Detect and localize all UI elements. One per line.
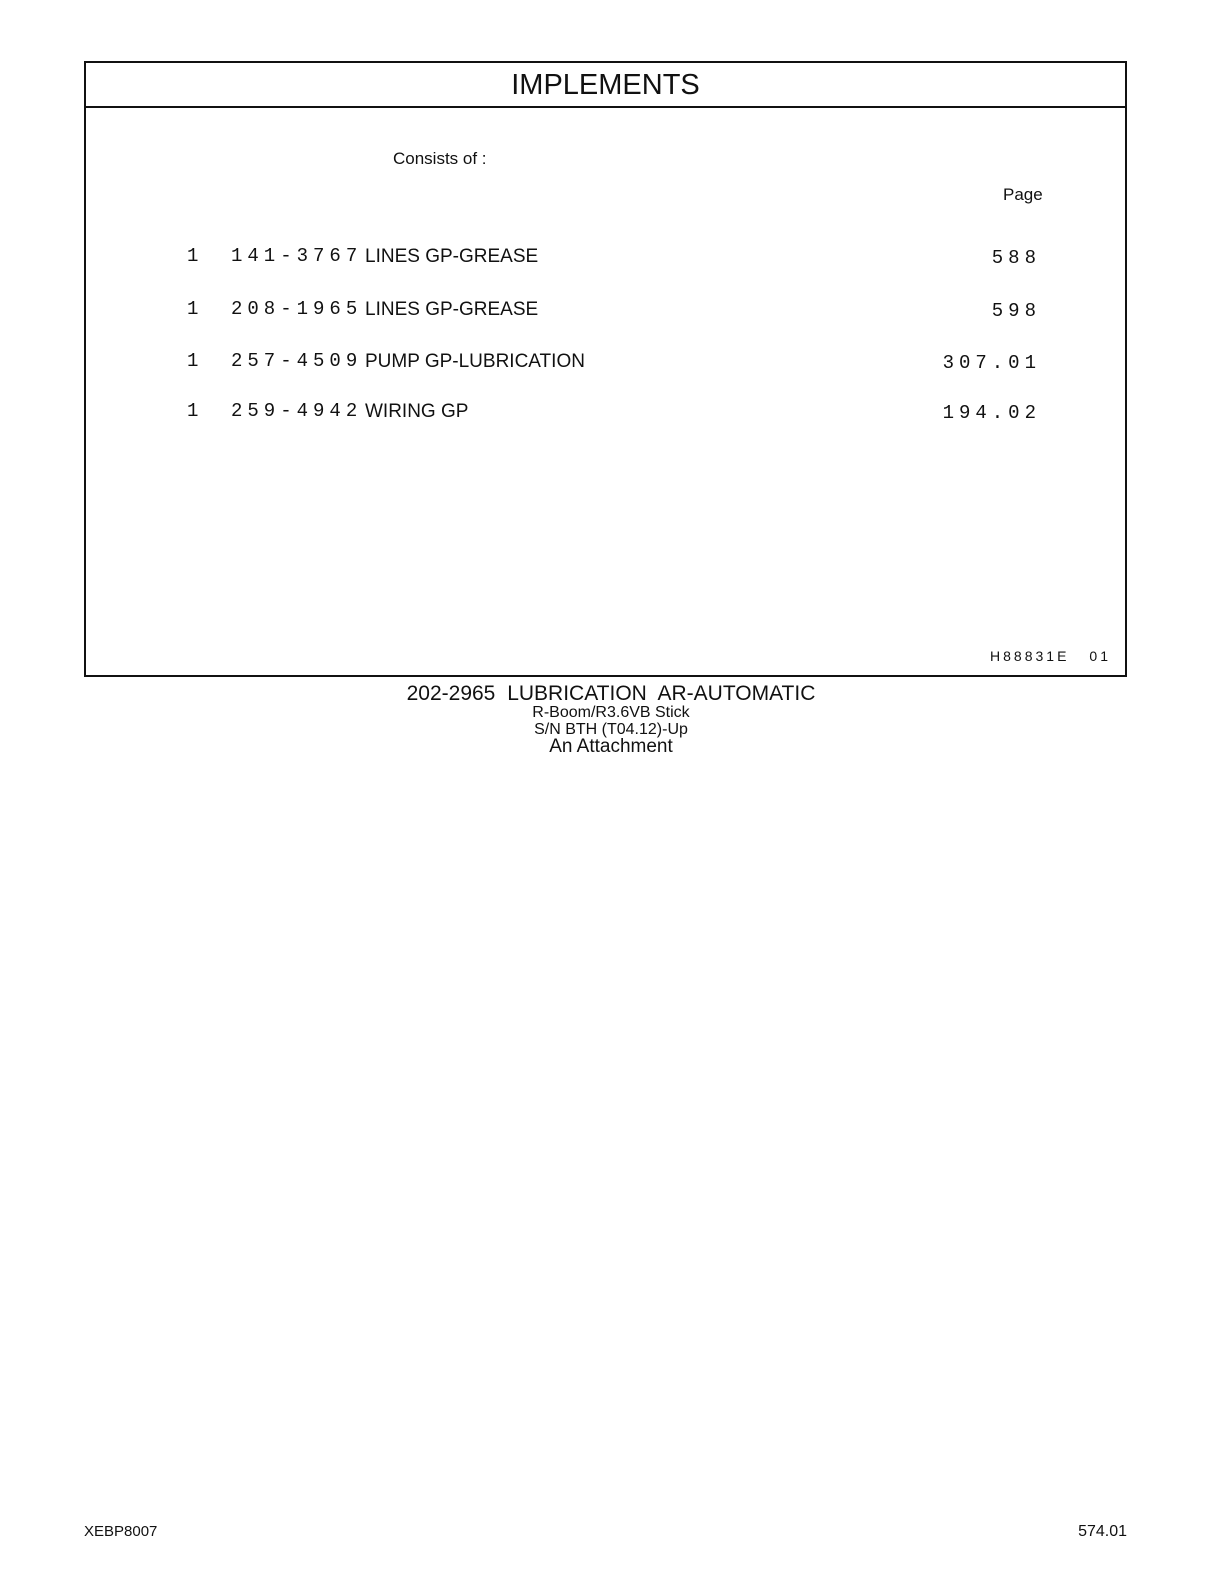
caption-line-attachment: An Attachment [549, 736, 673, 757]
parts-row [86, 245, 1125, 271]
part-number: 257-4509 [231, 350, 363, 372]
parts-row [86, 298, 1125, 324]
parts-row [86, 350, 1125, 376]
part-number: 259-4942 [231, 400, 363, 422]
part-description: LINES GP-GREASE [365, 246, 921, 270]
part-description: PUMP GP-LUBRICATION [365, 351, 921, 375]
drawing-id: H88831E 01 [990, 648, 1111, 664]
quantity: 1 [187, 298, 199, 320]
caption-line-serial: S/N BTH (T04.12)-Up [534, 721, 688, 738]
quantity: 1 [187, 245, 199, 267]
consists-of-label: Consists of : [393, 149, 487, 168]
drawing-revision: 01 [1089, 648, 1111, 664]
caption-line-boom: R-Boom/R3.6VB Stick [532, 704, 690, 721]
part-description: LINES GP-GREASE [365, 299, 921, 323]
page-column-header: Page [1003, 185, 1043, 204]
page-reference-link[interactable]: 307.01 [942, 352, 1041, 374]
page-number: 574.01 [1078, 1523, 1127, 1540]
page-reference-link[interactable]: 194.02 [942, 402, 1041, 424]
quantity: 1 [187, 400, 199, 422]
illustration-frame [84, 61, 1127, 677]
part-number: 141-3767 [231, 245, 363, 267]
page-reference-link[interactable]: 588 [991, 247, 1041, 269]
section-title: IMPLEMENTS [86, 63, 1125, 108]
part-description: WIRING GP [365, 401, 921, 425]
parts-row [86, 400, 1125, 426]
page-reference-link[interactable]: 598 [991, 300, 1041, 322]
group-caption: 202-2965 LUBRICATION AR-AUTOMATIC [406, 682, 816, 705]
part-number: 208-1965 [231, 298, 363, 320]
quantity: 1 [187, 350, 199, 372]
document-code: XEBP8007 [84, 1523, 158, 1540]
